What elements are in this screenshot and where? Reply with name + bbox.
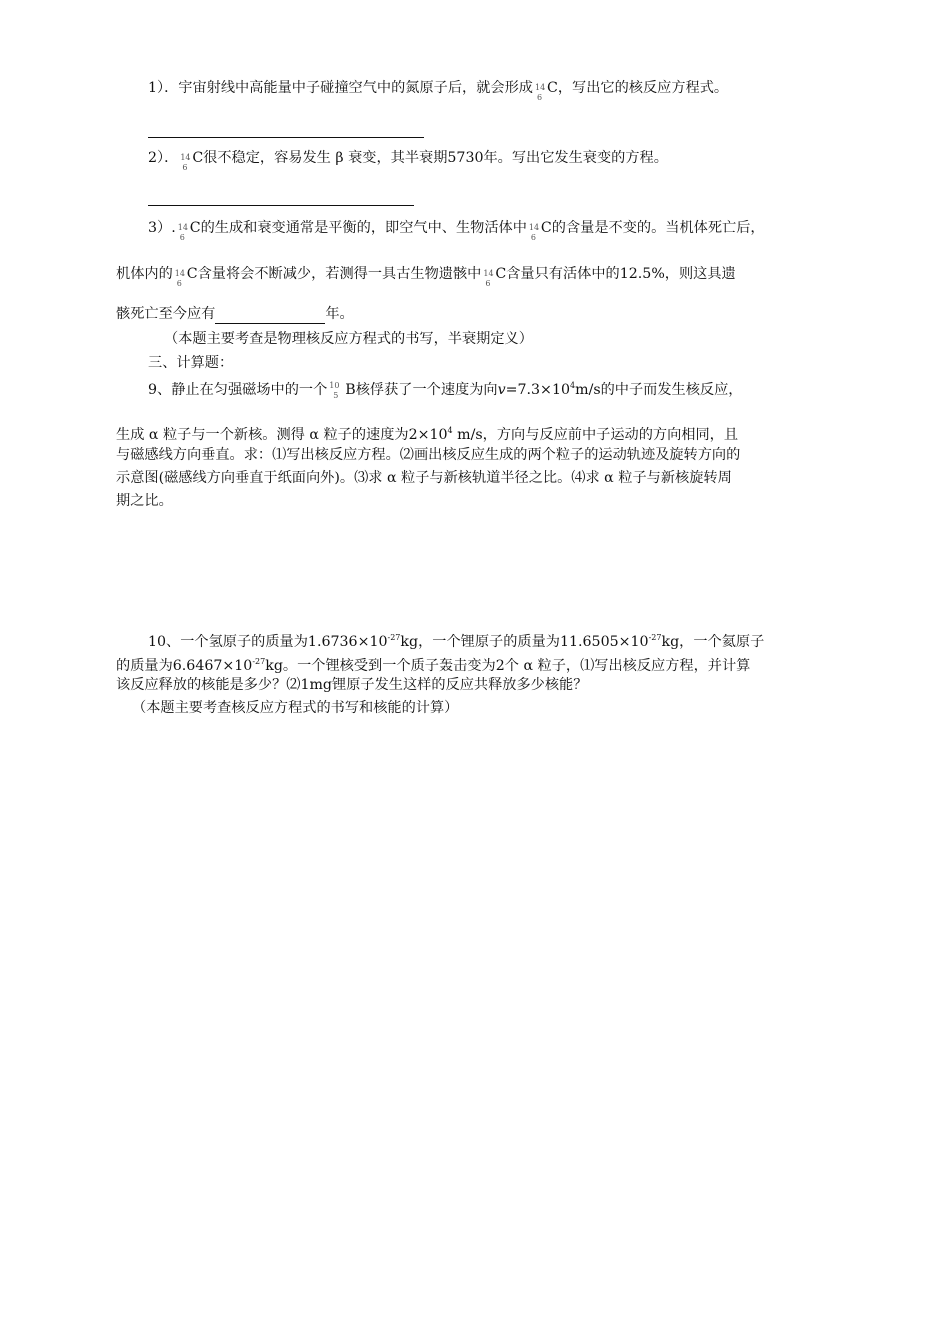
q9-line1: 9、静止在匀强磁场中的一个 10 5 B核俘获了一个速度为向$v=7.3\times 10^4m/s$的中子而发生核反应， (148, 376, 743, 400)
q8-part3-line3: 骸死亡至今应有 年。 (116, 306, 354, 322)
q10-line3: 该反应释放的核能是多少？⑵1mg锂原子发生这样的反应共释放多少核能？ (116, 677, 588, 693)
carbon14-isotope: 14 6 (535, 83, 546, 102)
q10-note: （本题主要考查核反应方程式的书写和核能的计算） (132, 700, 459, 716)
q9-line3: 与磁感线方向垂直。求：⑴写出核反应方程。⑵画出核反应生成的两个粒子的运动轨迹及旋转方向的 (116, 447, 741, 463)
q9-line5: 期之比。 (116, 493, 173, 509)
q10-line1: 10、一个氢原子的质量为$1.6736\times 10^{-27}kg$，一个锂原子的质量为$11.6505\times 10^{-27}kg$，一个氦原子 (148, 633, 765, 650)
answer-blank-1[interactable] (148, 137, 424, 138)
q10-line2: 的质量为$6.6467\times 10^{-27}kg$。一个锂核受到一个质子轰击变为2个 α 粒子，⑴写出核反应方程，并计算 (116, 657, 751, 674)
q8-part1-text: 1）．宇宙射线中高能量中子碰撞空气中的氮原子后，就会形成 (148, 80, 533, 96)
q9-line4: 示意图(磁感线方向垂直于纸面向外)。⑶求 α 粒子与新核轨道半径之比。⑷求 α 粒子与新核旋转周 (116, 470, 732, 486)
answer-blank-2[interactable] (148, 205, 414, 206)
section-title: 三、计算题： (148, 355, 234, 371)
q8-part1-line (148, 78, 729, 102)
velocity-symbol: v (497, 382, 506, 398)
carbon14-isotope: 14 6 (180, 153, 191, 172)
q9-line2: 生成 α 粒子与一个新核。测得 α 粒子的速度为$2\times 10^4$ m/s，方向与反应前中子运动的方向相同，且 (116, 426, 739, 443)
q8-part3-line1: 3）. 14 6 C的生成和衰变通常是平衡的，即空气中、生物活体中 14 6 C的含量是不变的。当机体死亡后， (148, 220, 765, 242)
carbon14-isotope: 14 6 (177, 223, 188, 242)
q8-note: （本题主要考查是物理核反应方程式的书写，半衰期定义） (164, 331, 533, 347)
carbon14-isotope: 14 6 (174, 269, 185, 288)
q8-part2-line: 2）． 14 6 C很不稳定，容易发生 β 衰变，其半衰期5730年。写出它发生衰变的方程。 (148, 150, 668, 172)
carbon14-isotope: 14 6 (483, 269, 494, 288)
q8-part3-line2: 机体内的 14 6 C含量将会不断减少，若测得一具古生物遗骸中 14 6 C含量只有活体中的12.5%，则这具遗 (116, 266, 736, 288)
carbon14-isotope: 14 6 (528, 223, 540, 242)
q8-part2-text: C很不稳定，容易发生 β 衰变，其半衰期5730年。写出它发生衰变的方程。 (192, 150, 668, 166)
q8-part1-text-end: C，写出它的核反应方程式。 (547, 80, 729, 96)
answer-blank-years[interactable] (215, 309, 325, 324)
boron10-isotope: 10 5 (329, 381, 340, 400)
